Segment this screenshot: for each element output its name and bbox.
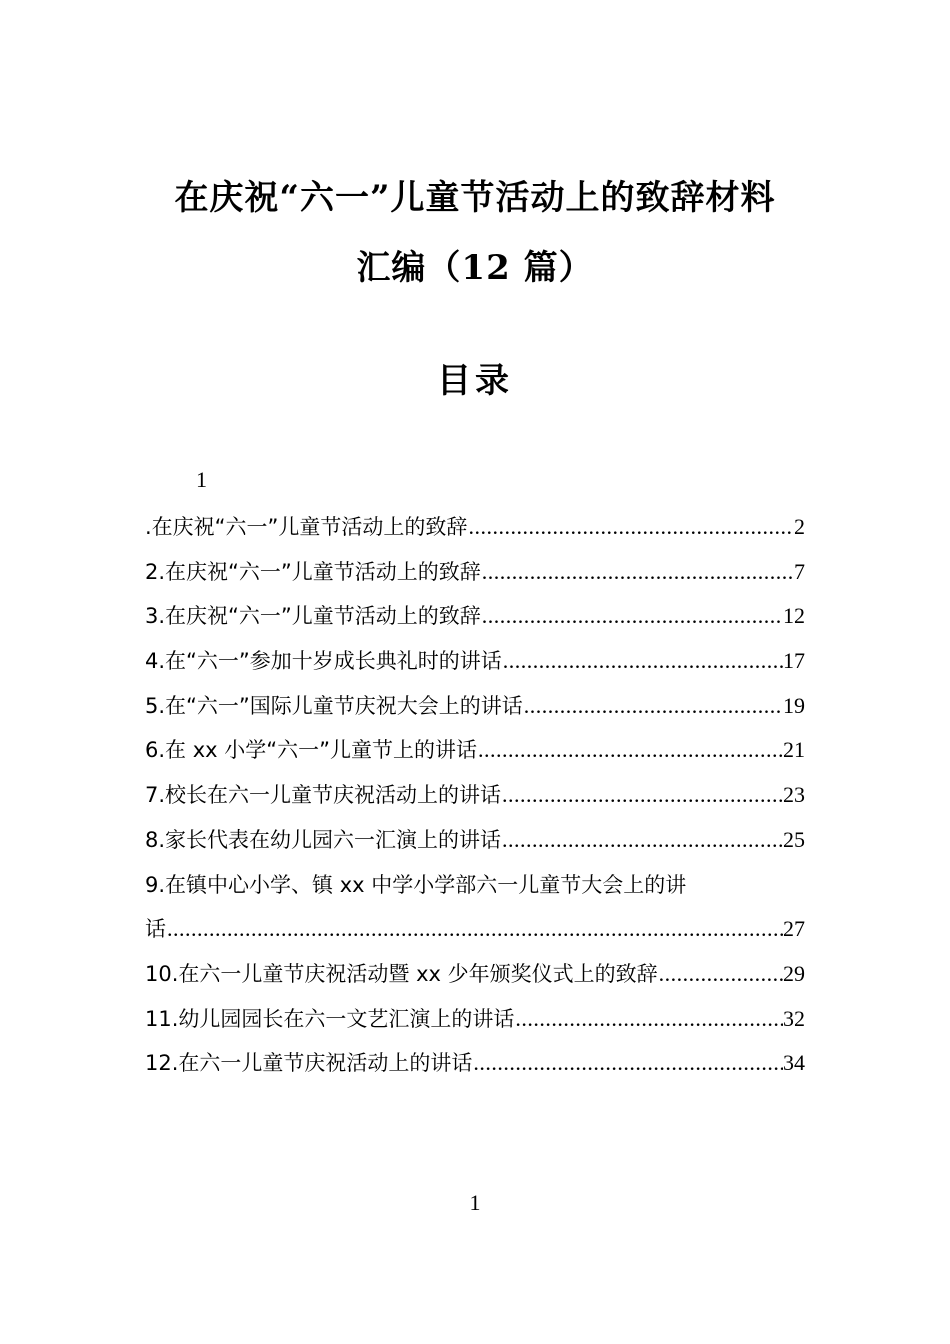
toc-dot-leader — [501, 818, 783, 863]
toc-dot-leader — [658, 952, 783, 997]
toc-dot-leader — [502, 639, 783, 684]
toc-entry-page: 34 — [783, 1050, 805, 1076]
toc-entry-8[interactable] — [145, 818, 805, 863]
toc-entry-10[interactable] — [145, 952, 805, 997]
toc-entry-page: 21 — [783, 737, 805, 763]
toc-entry-page: 25 — [783, 826, 805, 852]
toc-entry-title: 6.在 xx 小学“六一”儿童节上的讲话 — [145, 738, 477, 763]
toc-dot-leader — [472, 1041, 783, 1086]
toc-entry-9-first-line[interactable]: 9.在镇中心小学、镇 xx 中学小学部六一儿童节大会上的讲 — [145, 872, 687, 897]
toc-first-number: 1 — [196, 467, 207, 492]
toc-entry-title: 11.幼儿园园长在六一文艺汇演上的讲话 — [145, 1006, 515, 1031]
toc-entry-7[interactable] — [145, 773, 805, 818]
toc-entry-1[interactable] — [145, 505, 805, 550]
toc-entry-12[interactable] — [145, 1041, 805, 1086]
toc-entry-title: 3.在庆祝“六一”儿童节活动上的致辞 — [145, 604, 481, 629]
toc-entry-page: 2 — [794, 514, 805, 539]
toc-dot-leader — [514, 997, 783, 1042]
toc-entry-11[interactable] — [145, 997, 805, 1042]
toc-entry-9[interactable] — [145, 907, 805, 952]
toc-entry-2[interactable] — [145, 550, 805, 595]
toc-entry-5[interactable] — [145, 684, 805, 729]
toc-entry-page: 23 — [783, 782, 805, 808]
toc-entry-title: 2.在庆祝“六一”儿童节活动上的致辞 — [145, 559, 481, 584]
toc-dot-leader — [481, 550, 794, 595]
toc-entry-title: .在庆祝“六一”儿童节活动上的致辞 — [145, 515, 468, 539]
toc-entry-title: 8.家长代表在幼儿园六一汇演上的讲话 — [145, 827, 502, 852]
toc-entry-page: 32 — [783, 1005, 805, 1031]
toc-dot-leader — [523, 684, 783, 729]
toc-dot-leader — [481, 594, 783, 639]
toc-entry-title: 10.在六一儿童节庆祝活动暨 xx 少年颁奖仪式上的致辞 — [145, 961, 658, 986]
toc-dot-leader — [467, 505, 794, 550]
toc-entry-6[interactable] — [145, 728, 805, 773]
toc-entry-title: 4.在“六一”参加十岁成长典礼时的讲话 — [145, 649, 502, 674]
toc-entry-page: 7 — [794, 558, 805, 584]
table-of-contents — [145, 505, 805, 1086]
toc-entry-page: 19 — [783, 692, 805, 718]
toc-entry-4[interactable] — [145, 639, 805, 684]
footer-page-number: 1 — [469, 1190, 481, 1215]
toc-dot-leader — [166, 907, 783, 952]
toc-dot-leader — [477, 728, 783, 773]
toc-entry-page: 12 — [783, 603, 805, 629]
toc-dot-leader — [501, 773, 783, 818]
document-title-line1: 在庆祝“六一”儿童节活动上的致辞材料 — [174, 178, 776, 218]
toc-entry-title: 5.在“六一”国际儿童节庆祝大会上的讲话 — [145, 693, 523, 718]
document-title-line2: 汇编（12 篇） — [356, 248, 594, 288]
toc-entry-page: 27 — [783, 916, 805, 942]
toc-entry-title: 话 — [145, 917, 166, 942]
toc-entry-page: 29 — [783, 960, 805, 986]
toc-entry-title: 7.校长在六一儿童节庆祝活动上的讲话 — [145, 783, 502, 808]
toc-entry-title: 12.在六一儿童节庆祝活动上的讲话 — [145, 1051, 473, 1076]
toc-heading: 目录 — [437, 361, 513, 401]
toc-entry-page: 17 — [783, 648, 805, 674]
toc-entry-3[interactable] — [145, 594, 805, 639]
